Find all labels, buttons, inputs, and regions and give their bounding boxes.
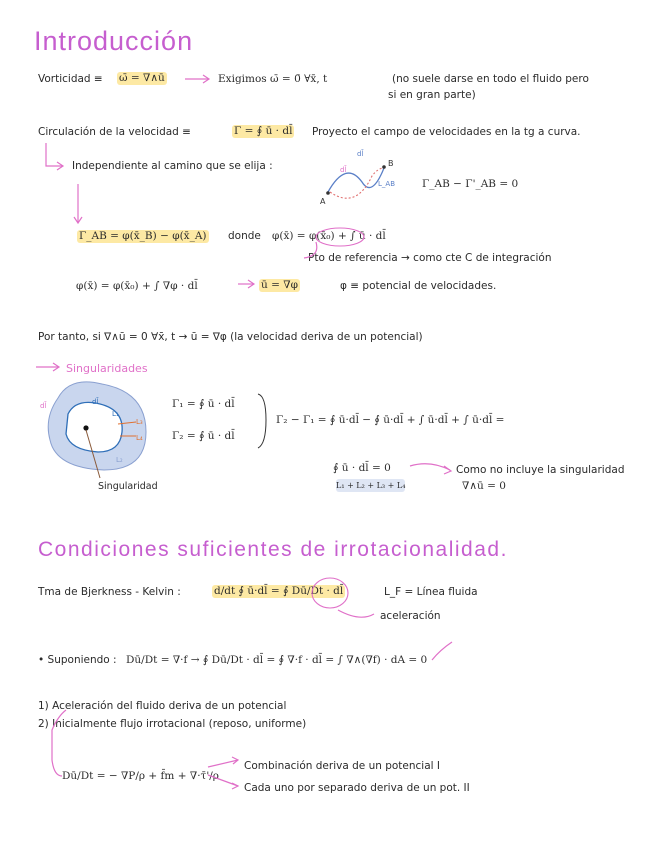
svg-text:dl̄: dl̄ [92,398,99,406]
condition-1: 1) Aceleración del fluido deriva de un potencial [38,700,287,712]
curl-zero-note: ∇∧ū = 0 [462,480,506,492]
euler-equation: Dū/Dt = − ∇P/ρ + f̄m + ∇·τ̄'/ρ [62,770,219,782]
u-gradient-equation: ū = ∇φ [261,279,298,291]
svg-text:dl̄: dl̄ [40,402,47,410]
svg-text:L₃: L₃ [136,418,143,426]
assumption-equation: Dū/Dt = ∇·f → ∮ Dū/Dt · dl̄ = ∮ ∇·f · dl̄ = ∫ ∇∧(∇f) · dA = 0 [126,654,428,666]
singularity-label: Singularidad [98,481,158,492]
separate-note: Cada uno por separado deriva de un pot. II [244,782,470,794]
potential-definition: φ ≡ potencial de velocidades. [340,280,497,292]
acceleration-label: aceleración [380,610,441,622]
svg-text:dl̄: dl̄ [357,150,364,158]
note-line-1: (no suele darse en todo el fluido pero [392,73,589,85]
svg-text:A: A [320,197,326,206]
gamma-ab-difference: Γ_AB − Γ'_AB = 0 [422,178,519,190]
section-title-irrotational: Condiciones suficientes de irrotacionalidad. [38,538,508,561]
note-line-2: si en gran parte) [388,89,476,101]
circulation-label: Circulación de la velocidad ≡ [38,126,191,138]
svg-text:L_AB: L_AB [378,180,395,188]
kelvin-theorem-label: Tma de Bjerkness - Kelvin : [38,586,181,598]
gamma-difference: Γ₂ − Γ₁ = ∮ ū·dl̄ − ∮ ū·dl̄ + ∫ ū·dl̄ + ∫ ū·dl̄ = [276,414,505,426]
arrow-icon [46,143,62,166]
phi-gamma-equation: Γ_AB = φ(x̄_B) − φ(x̄_A) [79,230,207,242]
gamma1-equation: Γ₁ = ∮ ū · dl̄ [172,398,235,410]
vorticity-equation: ω̄ = ∇∧ū [119,72,165,84]
assumption-label: • Suponiendo : [38,654,117,666]
svg-text:B: B [388,159,394,168]
singularity-diagram [40,382,146,478]
phi-gradient-equation: φ(x̄) = φ(x̄₀) + ∫ ∇φ · dl̄ [76,280,198,292]
no-singularity-note: Como no incluye la singularidad [456,464,625,476]
donde-text: donde [228,230,261,242]
phi-definition: φ(x̄) = φ(x̄₀) + ∫ ū · dl̄ [272,230,386,242]
fluid-line-definition: L_F = Línea fluida [384,586,478,598]
singularities-title: Singularidades [66,362,148,375]
requirement-text: Exigimos ω̄ = 0̄ ∀x̄, t [218,73,328,85]
svg-text:L₁: L₁ [112,410,119,418]
svg-text:dl̄: dl̄ [340,166,347,174]
section-title-introduccion: Introducción [34,26,194,56]
circulation-equation: Γ = ∮ ū · dl̄ [234,125,293,137]
kelvin-theorem-equation: d/dt ∮ ū·dl̄ = ∮ Dū/Dt · dl̄ [214,585,344,597]
circulation-note: Proyecto el campo de velocidades en la tg a curva. [312,126,581,138]
conclusion-text: Por tanto, si ∇∧ū = 0 ∀x̄, t → ū = ∇φ (la velocidad deriva de un potencial) [38,331,423,343]
reference-point-note: Pto de referencia → como cte C de integración [308,252,552,264]
arrow-icon [304,242,317,258]
path-independence-text: Independiente al camino que se elija : [72,160,273,172]
combination-note: Combinación deriva de un potencial I [244,760,441,772]
closed-integral: ∮ ū · dl̄ = 0 [333,462,391,474]
singularity-point [83,425,88,430]
gamma2-equation: Γ₂ = ∮ ū · dl̄ [172,430,235,442]
path-ab-diagram [320,149,395,206]
vorticity-label: Vorticidad ≡ [38,73,103,85]
svg-text:L₂: L₂ [116,456,123,464]
condition-2: 2) Inicialmente flujo irrotacional (reposo, uniforme) [38,718,307,730]
closed-path-sum: L₁ + L₂ + L₃ + L₄ [336,481,406,490]
svg-text:L₄: L₄ [136,434,143,442]
